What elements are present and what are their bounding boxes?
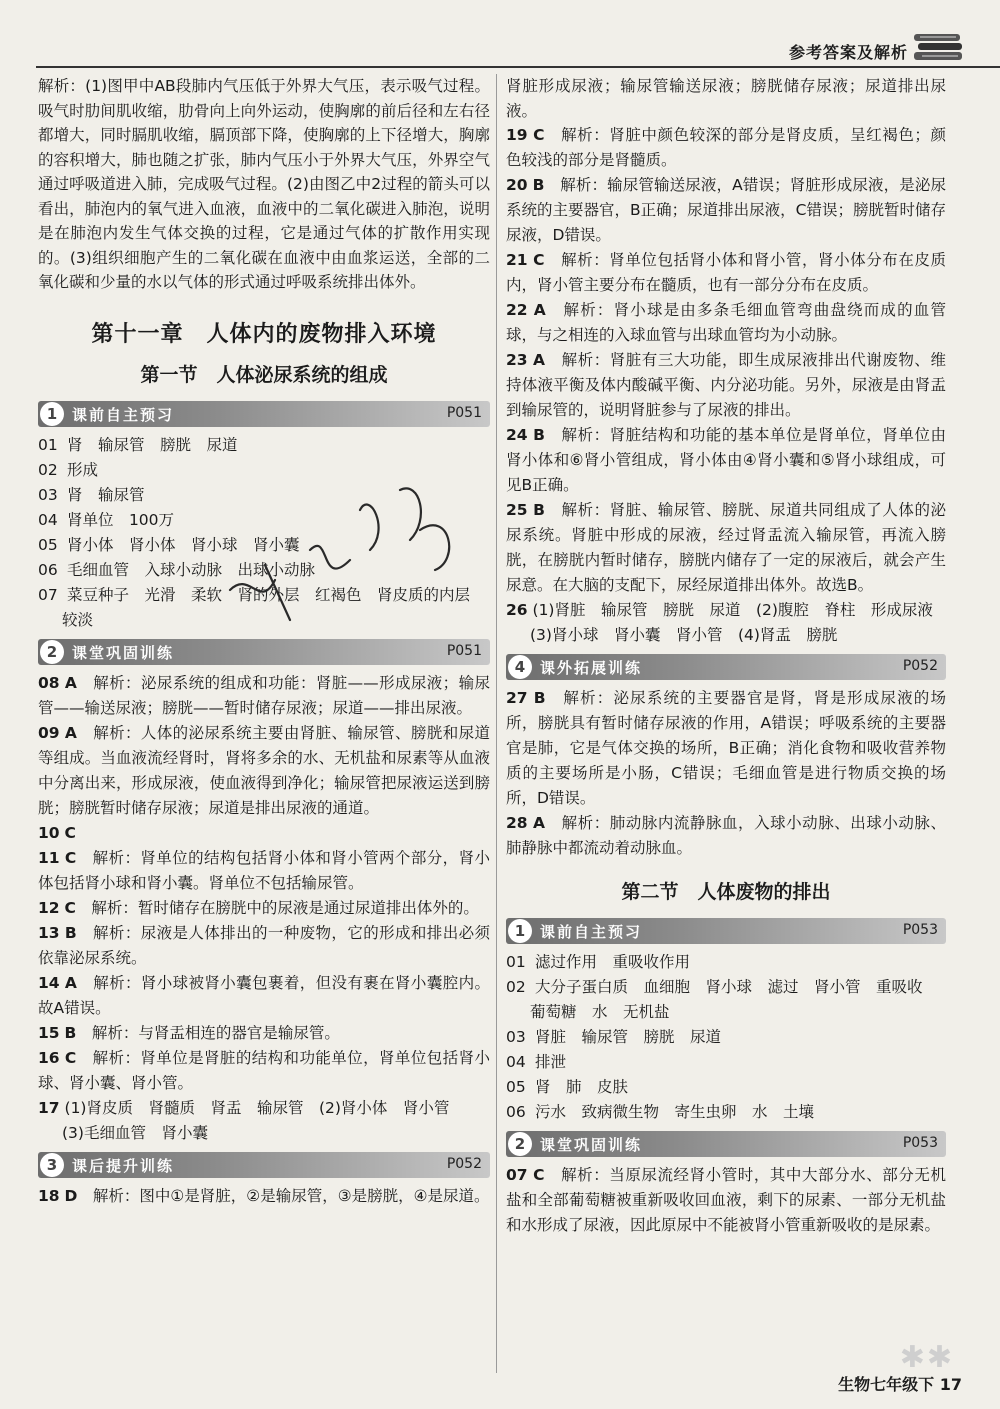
books-icon	[912, 30, 966, 66]
column-divider	[496, 74, 497, 1373]
intro-explanation: 解析：(1)图甲中AB段肺内气压低于外界大气压，表示吸气过程。吸气时肋间肌收缩，肋骨向上向外运动，使胸廓的前后径和左右径都增大，同时膈肌收缩，膈顶部下降，使胸廓的上下径增大，胸廓的容积增大，肺也随之扩张，肺内气压小于外界大气压，外界空气通过呼吸道进入肺，完成吸气过程。(2)由图乙中2过程的箭头可以看出，肺泡内的氧气进入血液，血液中的二氧化碳进入肺泡，说明是在肺泡内发生气体交换的过程，它是通过气体的扩散作用实现的。(3)组织细胞产生的二氧化碳在血液中由血浆运送，全部的二氧化碳和少量的水以气体的形式通过呼吸系统排出体外。	[38, 77, 490, 291]
section-banner-preview	[38, 401, 490, 427]
banner-number: 2	[508, 1132, 532, 1156]
banner-number: 2	[40, 640, 64, 664]
right-column	[506, 74, 946, 1238]
banner-label: 课堂巩固训练	[540, 1136, 643, 1154]
answer-item-continued: (3)毛细血管 肾小囊	[62, 1123, 208, 1142]
list-item: 05 肾 肺 皮肤	[506, 1078, 628, 1096]
list-item: 06 毛细血管 入球小动脉 出球小动脉	[38, 560, 315, 579]
list-item: 01 肾 输尿管 膀胱 尿道	[38, 435, 238, 454]
chapter-title: 第十一章 人体内的废物排入环境	[91, 321, 437, 347]
banner-label: 课堂巩固训练	[72, 643, 175, 662]
list-item: 04 肾单位 100万	[38, 510, 175, 529]
section-banner-class-2	[506, 1131, 946, 1157]
banner-page: P053	[902, 1135, 938, 1151]
banner-number: 3	[40, 1153, 64, 1177]
answer-item: 21 C 解析：肾单位包括肾小体和肾小管，肾小体分布在皮质内，肾小管主要分布在髓质，也有一部分分布在皮质。	[506, 251, 946, 294]
watermark-logo: ✱✱	[899, 1340, 954, 1375]
left-column	[38, 74, 490, 1209]
banner-number: 1	[508, 919, 532, 943]
answer-item: 13 B 解析：尿液是人体排出的一种废物，它的形成和排出必须依靠泌尿系统。	[38, 923, 490, 967]
section-title-2: 第二节 人体废物的排出	[621, 881, 831, 903]
list-item-continued: 葡萄糖 水 无机盐	[530, 1003, 670, 1021]
list-item: 07 菜豆种子 光滑 柔软 肾的外层 红褐色 肾皮质的内层	[38, 585, 470, 604]
banner-page: P053	[902, 922, 938, 938]
page-footer: 生物七年级下 17	[838, 1375, 962, 1394]
answer-item: 09 A 解析：人体的泌尿系统主要由肾脏、输尿管、膀胱和尿道等组成。当血液流经肾时，肾将多余的水、无机盐和尿素等从血液中分离出来，形成尿液，使血液得到净化；输尿管把尿液运送到膀胱；膀胱暂时储存尿液；尿道是排出尿液的通道。	[38, 723, 490, 817]
banner-page: P051	[446, 404, 482, 421]
page-header	[36, 0, 1000, 68]
answer-item: 14 A 解析：肾小球被肾小囊包裹着，但没有裹在肾小囊腔内。故A错误。	[38, 973, 490, 1017]
answer-item: 15 B 解析：与肾盂相连的器官是输尿管。	[38, 1023, 340, 1042]
list-item-continued: 较淡	[62, 610, 94, 629]
answer-item: 28 A 解析：肺动脉内流静脉血，入球小动脉、出球小动脉、肺静脉中都流动着动脉血。	[506, 814, 946, 857]
section-banner-extension	[506, 654, 946, 680]
banner-number: 4	[508, 655, 532, 679]
answer-item: 10 C	[38, 823, 76, 842]
handwritten-scribble	[220, 470, 480, 630]
list-item: 05 肾小体 肾小体 肾小球 肾小囊	[38, 535, 300, 554]
answer-item: 17 (1)肾皮质 肾髓质 肾盂 输尿管 (2)肾小体 肾小管	[38, 1098, 450, 1117]
answer-item: 19 C 解析：肾脏中颜色较深的部分是肾皮质，呈红褐色；颜色较浅的部分是肾髓质。	[506, 126, 946, 169]
answer-item-continued: (3)肾小球 肾小囊 肾小管 (4)肾盂 膀胱	[530, 626, 838, 644]
list-item: 06 污水 致病微生物 寄生虫卵 水 土壤	[506, 1103, 814, 1121]
answer-item: 23 A 解析：肾脏有三大功能，即生成尿液排出代谢废物、维持体液平衡及体内酸碱平衡、内分泌功能。另外，尿液是由肾盂到输尿管的，说明肾脏参与了尿液的排出。	[506, 351, 946, 419]
class-answers	[38, 671, 490, 1146]
answer-item: 22 A 解析：肾小球是由多条毛细血管弯曲盘绕而成的血管球，与之相连的入球血管与出球血管均为小动脉。	[506, 301, 946, 344]
list-item: 02 形成	[38, 460, 98, 479]
answer-item: 18 D 解析：图中①是肾脏，②是输尿管，③是膀胱，④是尿道。	[38, 1186, 490, 1205]
answer-item: 07 C 解析：当原尿流经肾小管时，其中大部分水、部分无机盐和全部葡萄糖被重新吸收回血液，剩下的尿素、一部分无机盐和水形成了尿液，因此原尿中不能被肾小管重新吸收的是尿素。	[506, 1166, 946, 1234]
header-title: 参考答案及解析	[788, 43, 908, 62]
answer-item: 16 C 解析：肾单位是肾脏的结构和功能单位，肾单位包括肾小球、肾小囊、肾小管。	[38, 1048, 490, 1092]
answer-item: 20 B 解析：输尿管输送尿液，A错误；肾脏形成尿液，是泌尿系统的主要器官，B正确；尿道排出尿液，C错误；膀胱暂时储存尿液，D错误。	[506, 176, 946, 244]
answer-item: 27 B 解析：泌尿系统的主要器官是肾，肾是形成尿液的场所，膀胱具有暂时储存尿液的作用，A错误；呼吸系统的主要器官是肺，它是气体交换的场所，B正确；消化食物和吸收营养物质的主要场所是小肠，C错误；毛细血管是进行物质交换的场所，D错误。	[506, 689, 946, 807]
list-item: 02 大分子蛋白质 血细胞 肾小球 滤过 肾小管 重吸收	[506, 978, 923, 996]
banner-label: 课后提升训练	[72, 1156, 175, 1175]
answer-item: 25 B 解析：肾脏、输尿管、膀胱、尿道共同组成了人体的泌尿系统。肾脏中形成的尿液，经过肾盂流入输尿管，再流入膀胱，在膀胱内暂时储存，膀胱内储存了一定的尿液后，就会产生尿意。在大脑的支配下，尿经尿道排出体外。故选B。	[506, 501, 946, 594]
banner-label: 课外拓展训练	[540, 659, 643, 677]
section-banner-preview-2	[506, 918, 946, 944]
banner-number: 1	[40, 402, 64, 426]
banner-label: 课前自主预习	[540, 923, 643, 941]
section-banner-class	[38, 639, 490, 665]
banner-page: P052	[446, 1155, 482, 1172]
section-banner-after	[38, 1152, 490, 1178]
list-item: 04 排泄	[506, 1053, 566, 1071]
list-item: 03 肾 输尿管	[38, 485, 145, 504]
banner-page: P051	[446, 642, 482, 659]
section-title: 第一节 人体泌尿系统的组成	[140, 363, 388, 386]
answer-item: 11 C 解析：肾单位的结构包括肾小体和肾小管两个部分，肾小体包括肾小球和肾小囊。肾单位不包括输尿管。	[38, 848, 490, 892]
answer-item: 26 (1)肾脏 输尿管 膀胱 尿道 (2)腹腔 脊柱 形成尿液	[506, 601, 933, 619]
answer-item-continued: 肾脏形成尿液；输尿管输送尿液；膀胱储存尿液；尿道排出尿液。	[506, 77, 946, 120]
list-item: 03 肾脏 输尿管 膀胱 尿道	[506, 1028, 721, 1046]
answer-item: 12 C 解析：暂时储存在膀胱中的尿液是通过尿道排出体外的。	[38, 898, 479, 917]
list-item: 01 滤过作用 重吸收作用	[506, 953, 690, 971]
answer-item: 08 A 解析：泌尿系统的组成和功能：肾脏——形成尿液；输尿管——输送尿液；膀胱——暂时储存尿液；尿道——排出尿液。	[38, 673, 490, 717]
banner-label: 课前自主预习	[72, 405, 175, 424]
banner-page: P052	[902, 658, 938, 674]
answer-item: 24 B 解析：肾脏结构和功能的基本单位是肾单位，肾单位由肾小体和⑥肾小管组成，肾小体由④肾小囊和⑤肾小球组成，可见B正确。	[506, 426, 946, 494]
